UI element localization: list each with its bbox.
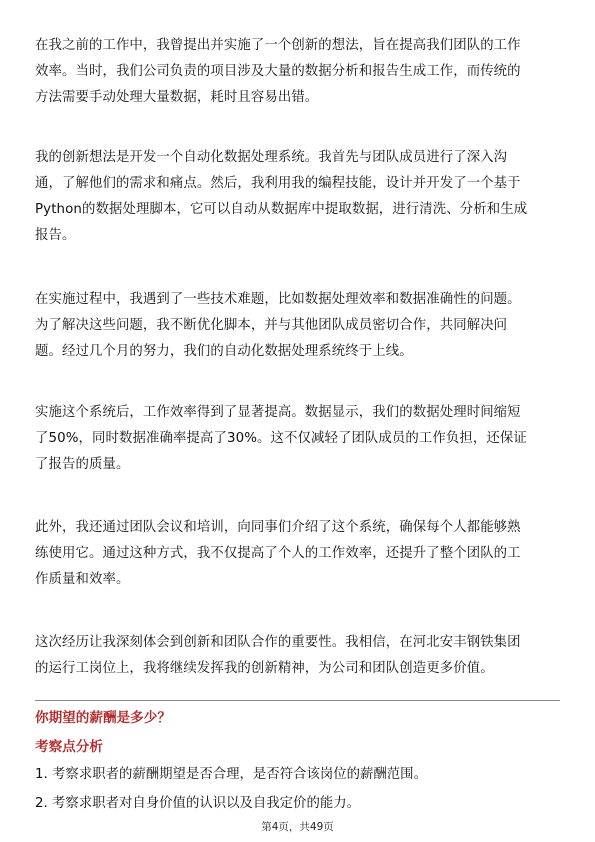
text-line: 报告。 [35, 228, 76, 243]
page-number-footer: 第4页，共49页 [261, 821, 334, 833]
paragraph-innovation-intro [35, 33, 560, 111]
analysis-heading: 考察点分析 [35, 739, 103, 755]
analysis-point: 1. 考察求职者的薪酬期望是否合理，是否符合该岗位的薪酬范围。 [35, 767, 427, 782]
text-line: 此外，我还通过团队会议和培训，向同事们介绍了这个系统，确保每个人都能够熟 [35, 520, 521, 535]
section-divider [35, 700, 560, 701]
text-line: Python的数据处理脚本，它可以自动从数据库中提取数据，进行清洗、分析和生成 [35, 202, 528, 217]
paragraph-results [35, 400, 560, 478]
analysis-point: 2. 考察求职者对自身价值的认识以及自我定价的能力。 [35, 796, 361, 811]
text-line: 了报告的质量。 [35, 457, 130, 472]
paragraph-system-idea [35, 145, 560, 249]
text-line: 通，了解他们的需求和痛点。然后，我利用我的编程技能，设计并开发了一个基于 [35, 176, 521, 191]
text-line: 在我之前的工作中，我曾提出并实施了一个创新的想法，旨在提高我们团队的工作 [35, 38, 521, 53]
question-heading: 你期望的薪酬是多少？ [35, 710, 171, 726]
text-line: 实施这个系统后，工作效率得到了显著提高。数据显示，我们的数据处理时间缩短 [35, 405, 521, 420]
text-line: 这次经历让我深刻体会到创新和团队合作的重要性。我相信，在河北安丰钢铁集团 [35, 635, 521, 650]
text-line: 为了解决这些问题，我不断优化脚本，并与其他团队成员密切合作，共同解决问 [35, 318, 508, 333]
text-line: 了50%，同时数据准确率提高了30%。这不仅减轻了团队成员的工作负担，还保证 [35, 431, 527, 446]
text-line: 题。经过几个月的努力，我们的自动化数据处理系统终于上线。 [35, 344, 413, 359]
paragraph-conclusion [35, 630, 560, 682]
text-line: 练使用它。通过这种方式，我不仅提高了个人的工作效率，还提升了整个团队的工 [35, 546, 521, 561]
text-line: 我的创新想法是开发一个自动化数据处理系统。我首先与团队成员进行了深入沟 [35, 150, 508, 165]
text-line: 方法需要手动处理大量数据，耗时且容易出错。 [35, 90, 319, 105]
text-line: 作质量和效率。 [35, 572, 130, 587]
text-line: 在实施过程中，我遇到了一些技术难题，比如数据处理效率和数据准确性的问题。 [35, 292, 521, 307]
paragraph-training [35, 515, 560, 593]
paragraph-implementation [35, 287, 560, 365]
text-line: 的运行工岗位上，我将继续发挥我的创新精神，为公司和团队创造更多价值。 [35, 661, 494, 676]
text-line: 效率。当时，我们公司负责的项目涉及大量的数据分析和报告生成工作，而传统的 [35, 64, 521, 79]
